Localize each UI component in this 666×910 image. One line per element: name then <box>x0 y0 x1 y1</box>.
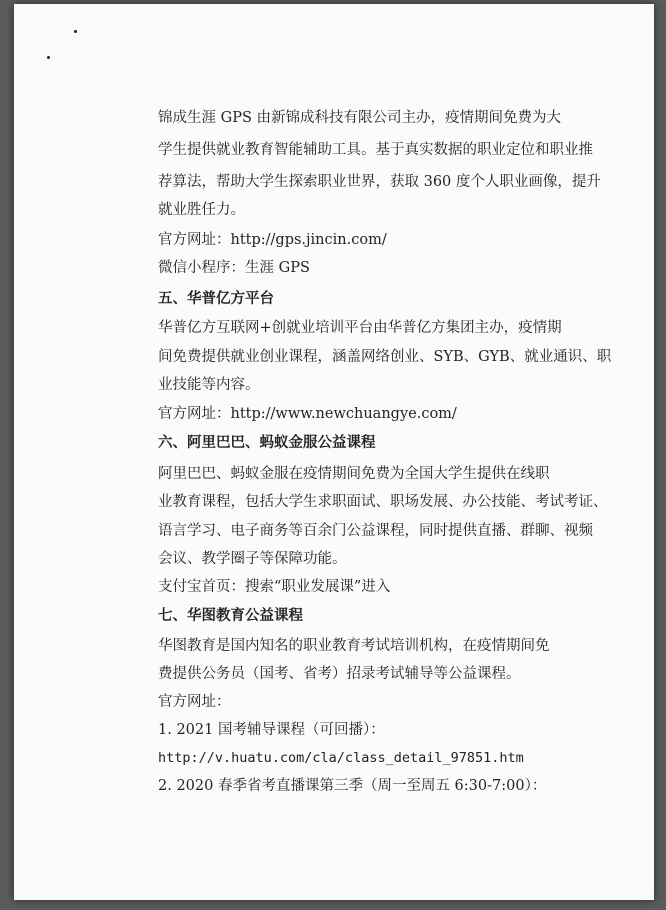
alipay-line: 支付宝首页：搜索“职业发展课”进入 <box>158 579 391 595</box>
list-item: 1. 2021 国考辅导课程（可回播）： <box>158 722 385 738</box>
paragraph-line: 间免费提供就业创业课程，涵盖网络创业、SYB、GYB、就业通识、职 <box>158 349 612 365</box>
website-line: 官方网址：http://gps.jincin.com/ <box>158 232 387 248</box>
section-heading: 六、阿里巴巴、蚂蚁金服公益课程 <box>158 435 376 451</box>
document-page <box>14 4 654 900</box>
course-url: http://v.huatu.com/cla/class_detail_97851.htm <box>158 750 524 766</box>
paragraph-line: 华图教育是国内知名的职业教育考试培训机构，在疫情期间免 <box>158 638 550 654</box>
paragraph-line: 费提供公务员（国考、省考）招录考试辅导等公益课程。 <box>158 666 521 682</box>
website-label: 官方网址： <box>158 694 231 710</box>
paragraph-line: 就业胜任力。 <box>158 202 245 218</box>
paragraph-line: 语言学习、电子商务等百余门公益课程，同时提供直播、群聊、视频 <box>158 523 593 539</box>
paragraph-line: 阿里巴巴、蚂蚁金服在疫情期间免费为全国大学生提供在线职 <box>158 466 550 482</box>
section-heading: 七、华图教育公益课程 <box>158 608 303 624</box>
paragraph-line: 业技能等内容。 <box>158 377 260 393</box>
website-line: 官方网址：http://www.newchuangye.com/ <box>158 406 457 422</box>
paragraph-line: 会议、教学圈子等保障功能。 <box>158 551 347 567</box>
paragraph-line: 锦成生涯 GPS 由新锦成科技有限公司主办，疫情期间免费为大 <box>158 110 561 126</box>
paragraph-line: 学生提供就业教育智能辅助工具。基于真实数据的职业定位和职业推 <box>158 142 593 158</box>
scan-speck <box>47 56 50 59</box>
mini-program-line: 微信小程序：生涯 GPS <box>158 260 310 276</box>
paragraph-line: 荐算法，帮助大学生探索职业世界，获取 360 度个人职业画像，提升 <box>158 174 601 190</box>
list-item: 2. 2020 春季省考直播课第三季（周一至周五 6:30-7:00）： <box>158 778 547 794</box>
section-heading: 五、华普亿方平台 <box>158 291 274 307</box>
scan-speck <box>74 30 77 33</box>
paragraph-line: 业教育课程，包括大学生求职面试、职场发展、办公技能、考试考证、 <box>158 494 608 510</box>
paragraph-line: 华普亿方互联网+创就业培训平台由华普亿方集团主办，疫情期 <box>158 320 562 336</box>
